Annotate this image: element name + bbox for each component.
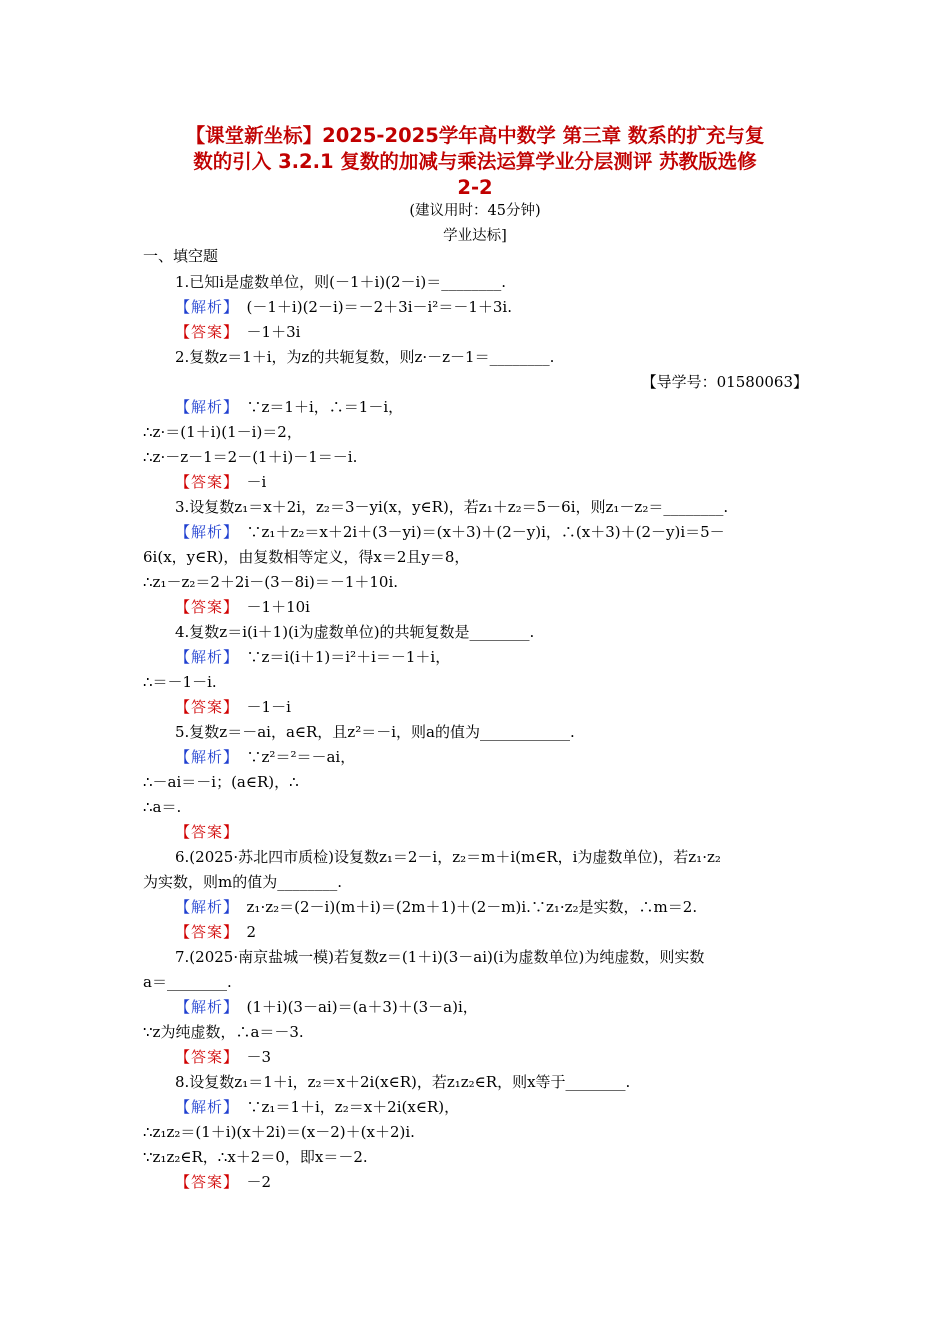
analysis-label: 【解析】 bbox=[175, 1098, 232, 1116]
analysis-row: 【解析】 ∵z₁＝1＋i，z₂＝x＋2i(x∈R)， bbox=[175, 1098, 460, 1116]
answer-row: 【答案】 －1＋10i bbox=[175, 598, 310, 616]
question-3: 3.设复数z₁＝x＋2i，z₂＝3－yi(x，y∈R)，若z₁＋z₂＝5－6i，则z₁－z₂＝________. bbox=[175, 498, 729, 516]
question-8: 8.设复数z₁＝1＋i，z₂＝x＋2i(x∈R)，若z₁z₂∈R，则x等于________. bbox=[175, 1073, 631, 1091]
level-heading: 学业达标] bbox=[443, 228, 507, 244]
answer-row: 【答案】 －2 bbox=[175, 1173, 272, 1191]
solution-line: ∴＝－1－i. bbox=[143, 673, 217, 691]
analysis-label: 【解析】 bbox=[175, 898, 232, 916]
answer-label: 【答案】 bbox=[175, 923, 232, 941]
solution-line: ∴z·－z－1＝2－(1＋i)－1＝－i. bbox=[143, 448, 358, 466]
guide-number: 【导学号：01580063】 bbox=[641, 373, 808, 391]
answer-row bbox=[143, 820, 808, 845]
question-6-cont: 为实数，则m的值为________. bbox=[143, 873, 342, 891]
answer-row: 【答案】 2 bbox=[175, 923, 257, 941]
analysis-label: 【解析】 bbox=[175, 648, 232, 666]
analysis-label: 【解析】 bbox=[175, 398, 232, 416]
answer-label: 【答案】 bbox=[175, 323, 232, 341]
analysis-row: 【解析】 z₁·z₂＝(2－i)(m＋i)＝(2m＋1)＋(2－m)i.∵z₁·z₂是实数，∴m＝2. bbox=[175, 898, 698, 916]
answer-label: 【答案】 bbox=[175, 473, 232, 491]
title-line-1: 【课堂新坐标】2025-2025学年高中数学 第三章 数系的扩充与复 bbox=[185, 124, 765, 147]
answer-row: 【答案】 －1－i bbox=[175, 698, 291, 716]
section-heading: 一、填空题 bbox=[143, 247, 219, 265]
answer-row: 【答案】 －i bbox=[175, 473, 267, 491]
solution-line: ∴－ai＝－i；(a∈R)，∴ bbox=[143, 773, 299, 791]
time-hint: (建议用时：45分钟) bbox=[409, 203, 541, 219]
answer-row: 【答案】 －1＋3i bbox=[175, 323, 301, 341]
analysis-row: 【解析】 ∵z²＝²＝－ai， bbox=[175, 748, 356, 766]
analysis-row: 【解析】 (1＋i)(3－ai)＝(a＋3)＋(3－a)i， bbox=[175, 998, 478, 1016]
question-6: 6.(2025·苏北四市质检)设复数z₁＝2－i，z₂＝m＋i(m∈R，i为虚数单位)，若z₁·z₂ bbox=[175, 848, 721, 866]
analysis-row: 【解析】 ∵z₁＋z₂＝x＋2i＋(3－yi)＝(x＋3)＋(2－y)i，∴(x＋3)＋(2－y)i＝5－ bbox=[175, 523, 725, 541]
answer-label: 【答案】 bbox=[175, 1173, 232, 1191]
question-5: 5.复数z＝－ai，a∈R，且z²＝－i，则a的值为____________. bbox=[175, 723, 575, 741]
analysis-row: 【解析】 (－1＋i)(2－i)＝－2＋3i－i²＝－1＋3i. bbox=[175, 298, 512, 316]
solution-line: ∵z₁z₂∈R，∴x＋2＝0，即x＝－2. bbox=[143, 1148, 368, 1166]
question-1: 1.已知i是虚数单位，则(－1＋i)(2－i)＝________. bbox=[175, 273, 506, 291]
question-2: 2.复数z＝1＋i，为z的共轭复数，则z·－z－1＝________. bbox=[175, 348, 555, 366]
answer-row: 【答案】 －3 bbox=[175, 1048, 272, 1066]
analysis-label: 【解析】 bbox=[175, 523, 232, 541]
analysis-row: 【解析】 ∵z＝1＋i，∴＝1－i， bbox=[175, 398, 404, 416]
solution-line: ∴a＝. bbox=[143, 798, 182, 816]
analysis-label: 【解析】 bbox=[175, 298, 232, 316]
answer-label: 【答案】 bbox=[175, 823, 232, 841]
title-line-3: 2-2 bbox=[457, 176, 493, 199]
question-7: 7.(2025·南京盐城一模)若复数z＝(1＋i)(3－ai)(i为虚数单位)为纯虚数，则实数 bbox=[175, 948, 705, 966]
question-4: 4.复数z＝i(i＋1)(i为虚数单位)的共轭复数是________. bbox=[175, 623, 535, 641]
analysis-row: 【解析】 ∵z＝i(i＋1)＝i²＋i＝－1＋i， bbox=[175, 648, 451, 666]
answer-label: 【答案】 bbox=[175, 598, 232, 616]
document-title bbox=[140, 123, 810, 201]
solution-line: ∵z为纯虚数，∴a＝－3. bbox=[143, 1023, 304, 1041]
solution-line: ∴z·＝(1＋i)(1－i)＝2， bbox=[143, 423, 302, 441]
question-7-cont: a＝________. bbox=[143, 973, 232, 991]
analysis-label: 【解析】 bbox=[175, 748, 232, 766]
solution-line: ∴z₁z₂＝(1＋i)(x＋2i)＝(x－2)＋(x＋2)i. bbox=[143, 1123, 415, 1141]
analysis-label: 【解析】 bbox=[175, 998, 232, 1016]
solution-line: ∴z₁－z₂＝2＋2i－(3－8i)＝－1＋10i. bbox=[143, 573, 399, 591]
answer-label: 【答案】 bbox=[175, 1048, 232, 1066]
solution-line: 6i(x，y∈R)，由复数相等定义，得x＝2且y＝8， bbox=[143, 548, 470, 566]
title-line-2: 数的引入 3.2.1 复数的加减与乘法运算学业分层测评 苏教版选修 bbox=[193, 150, 757, 173]
answer-label: 【答案】 bbox=[175, 698, 232, 716]
